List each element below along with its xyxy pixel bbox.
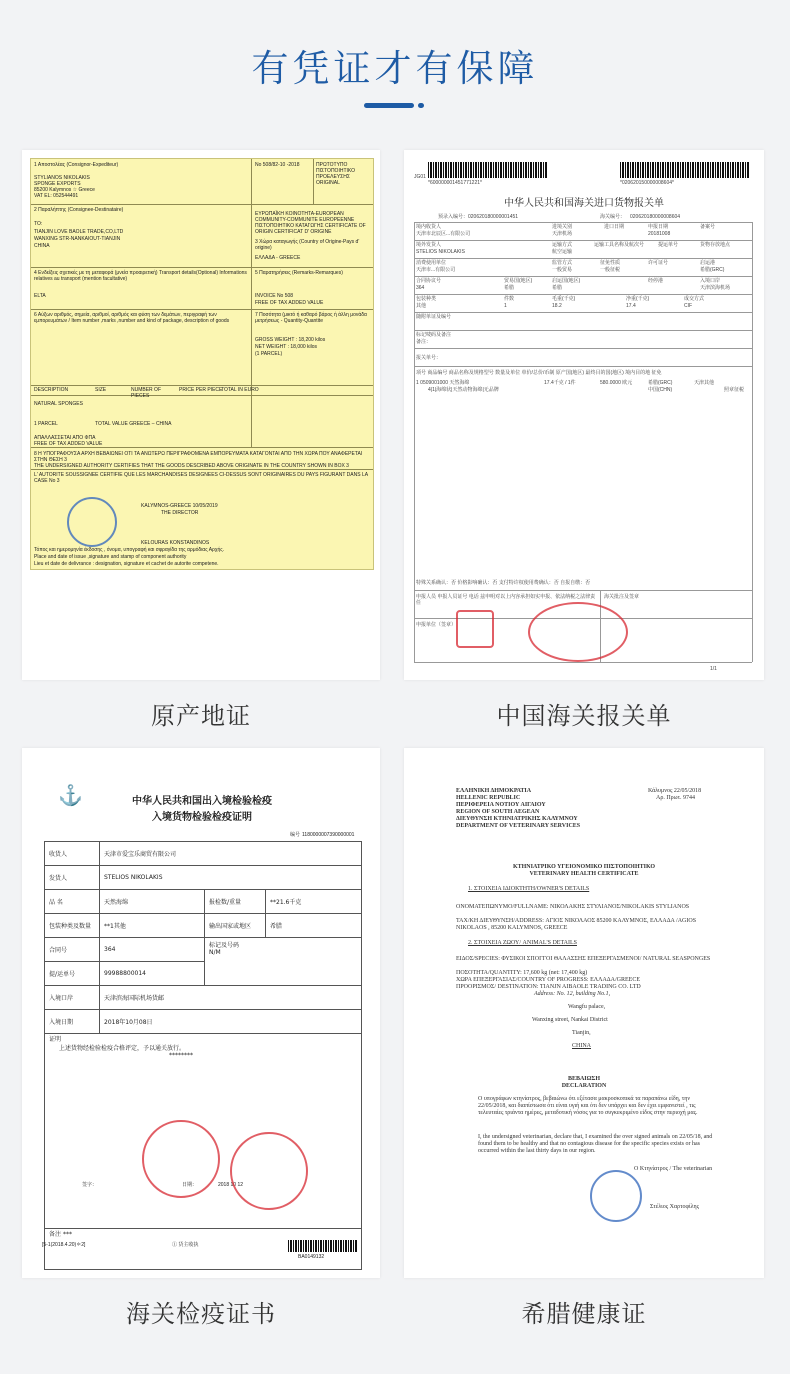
consignee-label: 2 Παραλήπτης (Consignee-Destinataire) <box>34 207 124 213</box>
customs-declaration-document <box>404 150 764 680</box>
row5-label-a: 包装种类 <box>416 296 437 302</box>
original-label: ΠΡΩΤΟΤΥΠΟ ΠΙΣΤΟΠΟΙΗΤΙΚΟ ΠΡΟΕΛΕΥΣΗΣ ORIGINAL <box>316 162 355 186</box>
authority-greek: 8 Η ΥΠΟΓΡΑΦΟΥΣΑ ΑΡΧΗ ΒΕΒΑΙΩΝΕΙ ΟΤΙ ΤΑ ΑΝΩΤΕΡΩ ΠΕΡΙΓΡΑΦΟΜΕΝΑ ΕΜΠΟΡΕΥΜΑΤΑ ΚΑΤΑΓΟΝΤΑΙ ΑΠΟ ΤΗΝ ΧΩΡΑ ΠΟΥ ΑΝΑΦΕΡΕΤΑΙ ΣΤΗΝ ΘΕΣΗ 3 <box>34 451 363 463</box>
dept-greek: ΔΙΕΥΘΥΝΣΗ ΚΤΗΝΙΑΤΡΙΚΗΣ ΚΑΛΥΜΝΟΥ <box>456 816 578 822</box>
row3-label-e: 启运港 <box>700 260 716 266</box>
remarks-label: 5 Παρατηρήσεις (Remarks-Remarques) <box>255 270 343 276</box>
row1-value-b: 天津机场 <box>552 231 573 237</box>
barcode-left <box>428 162 548 178</box>
declaration-english-title: DECLARATION <box>561 1083 607 1089</box>
consignee-to: TO: <box>34 221 43 227</box>
address-line-4: Tianjin, <box>572 1030 591 1036</box>
destination: ΠΡΟΟΡΙΣΜΟΣ/ DESTINATION: TIANJN AIBAOLE TRADING CO. LTD <box>456 984 641 990</box>
row6-label: 随附单证及编号 <box>416 314 452 320</box>
row2-value-a: STELIOS NIKOLAKIS <box>416 249 465 255</box>
row3-label-a: 消费使用单位 <box>416 260 447 266</box>
proof-text: 上述货物经检验检疫合格评定，予以通关放行。 <box>59 1045 186 1052</box>
transport-label: 4 Ενδείξεις σχετικές με τη μεταφορά (μνεία προαιρετική) Transport details(Optional) Informations relatives au transport (mention facultative) <box>34 270 247 282</box>
place-label-french: Lieu et date de delivrance : designation, signature et cachet de autorite competene. <box>34 561 219 567</box>
row2-label-d: 提运单号 <box>658 242 679 248</box>
address-line-2: Wangfu palace, <box>568 1004 606 1010</box>
contract-label: 合同号 <box>45 938 100 962</box>
item1-quantity: 17.4千克 / 1件 <box>544 380 576 386</box>
consignor-line2: SPONGE EXPORTS <box>34 181 81 187</box>
vat-exempt-greek: ΑΠΑΛΛΑΣΣΕΤΑΙ ΑΠΟ ΦΠΑ <box>34 435 96 441</box>
row4-label-e: 入境口岸 <box>700 278 721 284</box>
quantity-label: 7 Ποσότητα (μικτό ή καθαρό βάρος ή άλλη μονάδα μετρήσεως - Quantity-Quantite <box>255 312 367 324</box>
row4-value-a: 364 <box>416 285 425 291</box>
declaration-greek-text: Ο υπογράφων κτηνίατρος, βεβαιώνω ότι εξέτασα μακροσκοπικά τα παραπάνω είδη, την 22/05/2018, και διαπίστωσα ότι είναι υγιή και ότι δεν υπάρχει και δεν έχει εμφανιστεί , τις τελευταίες τριάντα ημέρες, μεταδοτική νόσος για το συγκεκριμένο είδος στην περιοχή μας. <box>478 1096 698 1116</box>
company-red-seal <box>142 1120 220 1198</box>
row5-label-d: 净重(千克) <box>626 296 650 302</box>
gov-english: HELLENIC REPUBLIC <box>456 795 521 801</box>
mark-value: N/M <box>209 949 221 956</box>
entry-date-value: 2018年10月08日 <box>100 1010 362 1034</box>
cert-title-greek: ΚΤΗΝΙΑΤΡΙΚΟ ΥΓΕΙΟΝΟΜΙΚΟ ΠΙΣΤΟΠΟΙΗΤΙΚΟ <box>512 864 656 870</box>
consignor-name: STYLIANOS NIKOLAKIS <box>34 175 90 181</box>
row2-value-b: 航空运输 <box>552 249 573 255</box>
one-parcel: 1 PARCEL <box>34 421 58 427</box>
country-of-progress: ΧΩΡΑ ΕΠΕΞΕΡΓΑΣΙΑΣ/COUNTRY OF PROGRESS: ΕΛΛΑΔΑ/GREECE <box>456 977 640 983</box>
col-description: DESCRIPTION <box>34 387 69 393</box>
consignee-name: TIANJIN LOVE BAOLE TRADE,CO,LTD <box>34 229 124 235</box>
port-label: 入境口岸 <box>45 986 100 1010</box>
authority-english: THE UNDERSIGNED AUTHORITY CERTIFIES THAT THE GOODS DESCRIBED ABOVE ORIGINATE IN THE COUNTRY SHOWN IN BOX 3 <box>34 463 349 469</box>
row5-value-a: 其他 <box>416 303 427 309</box>
customs-stamp <box>528 602 628 662</box>
remarks-value: *** <box>62 1231 72 1238</box>
row5-label-c: 毛重(千克) <box>552 296 576 302</box>
region-english: REGION OF SOUTH AEGEAN <box>456 809 540 815</box>
quantity: ΠΟΣΟΤΗΤΑ/QUANTITY: 17,600 kg (net: 17,400 kg) <box>456 970 588 976</box>
row5-value-d: 17.4 <box>626 303 636 309</box>
footer-customs-notes: 海关批注及签章 <box>604 594 640 600</box>
quarantine-red-seal <box>230 1132 308 1210</box>
row1-label-e: 备案号 <box>700 224 716 230</box>
bill-label: 提/运单号 <box>45 962 100 986</box>
free-tax-note: FREE OF TAX ADDED VALUE <box>255 300 324 306</box>
row7-value: 备注： <box>416 339 432 345</box>
gov-greek: ΕΛΛΗΝΙΚΗ ΔΗΜΟΚΡΑΤΙΑ <box>456 788 532 794</box>
quarantine-table <box>44 841 362 1270</box>
quarantine-no: 1180000007390000001 <box>302 832 355 838</box>
receiver-label: 收货人 <box>45 842 100 866</box>
serial-number: BA0149132 <box>298 1254 325 1260</box>
species: ΕΙΔΟΣ/SPECIES: ΦΥΣΙΚΟΙ ΣΠΟΓΓΟΙ ΘΑΛΑΣΣΗΣ ΕΠΕΞΕΡΓΑΣΜΕΝΟΙ/ NATURAL SEASPONGES <box>456 956 711 962</box>
title-underline <box>364 103 414 108</box>
col-total: TOTAL IN EURO <box>221 387 259 393</box>
customs-no-label: 海关编号： <box>600 214 626 220</box>
address-line-5: CHINA <box>572 1043 591 1049</box>
row2-label-b: 运输方式 <box>552 242 573 248</box>
customs-number: 020620180000008604 <box>630 214 681 220</box>
issue-date-label: 日期： <box>182 1182 198 1188</box>
address-line-1: Address: No. 12, building No.1, <box>534 991 611 997</box>
place-label-greek: Τόπος και ημερομηνία έκδοσης , όνομα, υπογραφή και σφραγίδα της αρμόδιας Αρχής. <box>34 547 225 553</box>
row1-label-d: 申报日期 <box>648 224 669 230</box>
transport-value: ELTA <box>34 293 46 299</box>
preentry-number: 020620180000001451 <box>468 214 519 220</box>
contract-value: 364 <box>100 938 205 962</box>
row3-label-b: 监管方式 <box>552 260 573 266</box>
quarantine-certificate-document <box>22 748 380 1278</box>
total-value: TOTAL VALUE GREECE – CHINA <box>95 421 172 427</box>
row7-declaration: 报关单号： <box>416 355 442 361</box>
invoice-number: INVOICE No 508 <box>255 293 294 299</box>
row1-value-d: 20181008 <box>648 231 671 237</box>
footer-confirmations: 特殊关系确认：否 价格影响确认：否 支付特许权使用费确认：否 自报自缴：否 <box>416 580 591 586</box>
remarks-label: 备注 <box>49 1231 62 1238</box>
row5-value-c: 18.2 <box>552 303 562 309</box>
ec-certificate-title: ΕΥΡΩΠΑΪΚΗ ΚΟΙΝΟΤΗΤΑ-EUROPEAN COMMUNITY-COMMUNITE EUROPEENNE ΠΙΣΤΟΠΟΙΗΤΙΚΟ ΚΑΤΑΓΩΓΗΣ CERTIFICATE OF ORIGIN CERTIFICAT D' ORIGINE <box>255 211 366 235</box>
region-greek: ΠΕΡΙΦΕΡΕΙΑ ΝΟΤΙΟΥ ΑΙΓΑΙΟΥ <box>456 802 546 808</box>
receiver-value: 天津市爱宝乐商贸有限公司 <box>100 842 362 866</box>
row1-label-b: 进境关别 <box>552 224 573 230</box>
quarantine-certificate-card[interactable] <box>22 748 380 1278</box>
sign-label: 签字： <box>82 1182 98 1188</box>
sender-value: STELIOS NIKOLAKIS <box>100 866 362 890</box>
weight-label: 报检数/重量 <box>205 890 266 914</box>
items-label: 6 Αύξων αριθμός, σημεία, αριθμοί, αριθμός και φύση των δεμάτων, περιγραφή των εμπορευμάτων / Item number ,marks ,number and kind of package, description of goods <box>34 312 230 324</box>
issue-date: Κάλυμνος 22/05/2018 <box>648 788 702 794</box>
row4-value-e: 天津滨海机场 <box>700 285 731 291</box>
row2-label-c: 运输工具名称及航次号 <box>594 242 645 248</box>
veterinarian-label: Ο Κτηνίατρος / The veterinarian <box>634 1166 713 1172</box>
page-code: JG01 <box>414 174 426 180</box>
barcode-left-text: *600000001451771221* <box>428 180 482 186</box>
item1-tax: 照章征税 <box>724 387 745 393</box>
company-seal <box>456 610 494 648</box>
item1-destination: 中国(CHN) <box>648 387 673 393</box>
col-price: PRICE PER PIECE <box>179 387 223 393</box>
free-tax-note-2: FREE OF TAX ADDED VALUE <box>34 441 103 447</box>
col-size: SIZE <box>95 387 107 393</box>
quarantine-title-1: 中华人民共和国出入境检验检疫 <box>132 796 272 807</box>
row5-value-b: 1 <box>504 303 507 309</box>
customs-title: 中华人民共和国海关进口货物报关单 <box>504 198 664 209</box>
health-certificate-card[interactable] <box>404 748 764 1278</box>
net-weight: NET WEIGHT : 18,000 kilos <box>255 344 318 350</box>
row4-label-c: 启运国(地区) <box>552 278 581 284</box>
col-pieces: NUMBER OF PIECES <box>131 387 161 399</box>
dept-english: DEPARTMENT OF VETERINARY SERVICES <box>456 823 581 829</box>
owner-address: ΤΑΧ/ΚΗ ΔΙΕΥΘΥΝΣΗ/ADDRESS: ΑΓΙΟΣ ΝΙΚΟΛΑΟΣ 85200 ΚΑΛΥΜΝΟΣ, ΕΛΛΑΔΑ /AGIOS NIKOLAOS , 85200 KALYMNOS, GREECE <box>456 918 697 931</box>
row7-label: 标记唛码及备注 <box>416 332 452 338</box>
country-value: ΕΛΛΑΔΑ - GREECE <box>255 255 301 261</box>
origin-label: 输出国家或地区 <box>205 914 266 938</box>
row4-label-b: 贸易国(地区) <box>504 278 533 284</box>
footer-declarant: 申报人员 申报人员证号 电话 兹申明对以上内容承担如实申报、依法纳税之法律责任 <box>416 594 596 606</box>
customs-declaration-card[interactable] <box>404 150 764 680</box>
caption-customs-declaration: 中国海关报关单 <box>496 702 672 730</box>
certificate-number: No 508/82-10 -2018 <box>255 162 300 168</box>
row3-value-c: 一般征税 <box>600 267 621 273</box>
section-title: 有凭证才有保障 <box>251 47 539 90</box>
row3-value-a: 天津市...有限公司 <box>416 267 456 273</box>
quarantine-no-label: 编号 <box>290 832 301 838</box>
item1-origin: 希腊(GRC) <box>648 380 673 386</box>
veterinarian-name: Στέλιος Χαρτοφίλης <box>650 1204 699 1210</box>
place-label-english: Place and date of issue ,signature and stamp of component authority <box>34 554 187 560</box>
row4-value-b: 希腊 <box>504 285 515 291</box>
row4-label-a: 合同协议号 <box>416 278 442 284</box>
weight-value: **21.6千克 <box>266 890 362 914</box>
section-header <box>0 0 790 150</box>
row4-value-c: 希腊 <box>552 285 563 291</box>
title-underline-dot <box>418 103 424 108</box>
issue-date-value: 2018 10 12 <box>218 1182 244 1188</box>
receipt-copy: ① 货主收执 <box>172 1242 199 1248</box>
animal-section-title: 2. ΣΤΟΙΧΕΙΑ ΖΩΟΥ/ ANIMAL'S DETAILS <box>468 940 577 946</box>
proof-stars: ******** <box>169 1052 193 1059</box>
owner-name: ΟΝΟΜΑΤΕΠΩΝΥΜΟ/FULLNAME: ΝΙΚΟΛΑΚΗΣ ΣΤΥΛΙΑΝΟΣ/NIKOLAKIS STYLIANOS <box>456 904 690 910</box>
row1-label-c: 进口日期 <box>604 224 625 230</box>
country-label: 3 Χώρα καταγωγής (Country of Origine-Pays d' origine) <box>255 239 360 251</box>
consignor-vat: VAT EL: 052544491 <box>34 193 79 199</box>
package-value: **1其他 <box>100 914 205 938</box>
row2-label-e: 货物存放地点 <box>700 242 731 248</box>
address-line-3: Wanxing street, Nankai District <box>532 1017 608 1023</box>
barcode-right <box>620 162 750 178</box>
footer-company-seal: 申报单位（签章） <box>416 622 457 628</box>
item1-price: 580.0000 欧元 <box>600 380 633 386</box>
owner-section-title: 1. ΣΤΟΙΧΕΙΑ ΙΔΙΟΚΤΗΤΗ/OWNER'S DETAILS <box>468 886 590 892</box>
serial-barcode <box>288 1240 358 1252</box>
page-number: 1/1 <box>710 666 717 672</box>
row3-value-e: 希腊(GRC) <box>700 267 725 273</box>
row5-label-e: 成交方式 <box>684 296 705 302</box>
proof-label: 证明 <box>49 1036 62 1043</box>
product-label: 品 名 <box>45 890 100 914</box>
director-title: THE DIRECTOR <box>161 510 199 516</box>
entry-date-label: 入境日期 <box>45 1010 100 1034</box>
items-header: 项号 商品编号 商品名称及规格型号 数量及单位 单价/总价/币制 原产国(地区) 最终目的国(地区) 境内目的地 征免 <box>416 370 662 376</box>
origin-stamp <box>67 497 117 547</box>
natural-sponges: NATURAL SPONGES <box>34 401 83 407</box>
place-date: KALYMNOS-GREECE 10/05/2019 <box>141 503 218 509</box>
form-code: [5-1(2018.4.20)＊2] <box>42 1242 86 1248</box>
row1-value-a: 天津市北辰区...有限公司 <box>416 231 471 237</box>
ciq-logo-icon: ⚓ <box>58 785 83 807</box>
row3-label-d: 许可证号 <box>648 260 669 266</box>
declaration-english-text: I, the undersigned veterinarian, declare that, I examined the over signed animals on 22/05/18, and found them to be healthy and that no contagious disease for the specific species exists or has occurred within the last thirty days in our region. <box>478 1134 713 1154</box>
port-value: 天津滨海国际机场货邮 <box>100 986 362 1010</box>
gross-weight: GROSS WEIGHT : 18,200 kilos <box>255 337 326 343</box>
origin-certificate-card[interactable] <box>22 150 380 680</box>
row3-label-c: 征免性质 <box>600 260 621 266</box>
barcode-right-text: *020620150000008604* <box>620 180 674 186</box>
protocol-number: Αρ. Πρωτ. 9744 <box>656 795 696 801</box>
preentry-label: 预录入编号： <box>438 214 469 220</box>
origin-value: 希腊 <box>266 914 362 938</box>
item1-note: 4|1|海绵状|天然动物海绵|无品牌 <box>428 387 499 393</box>
item1-area: 天津其他 <box>694 380 715 386</box>
caption-quarantine-certificate: 海关检疫证书 <box>126 1300 276 1328</box>
row3-value-b: 一般贸易 <box>552 267 573 273</box>
consignee-line3: CHINA <box>34 243 50 249</box>
health-certificate-document <box>404 748 764 1278</box>
sender-label: 发货人 <box>45 866 100 890</box>
cert-title-english: VETERINARY HEALTH CERTIFICATE <box>529 871 639 877</box>
item1-code-name: 1 0509001000 天然海绵 <box>416 380 470 386</box>
caption-origin-certificate: 原产地证 <box>151 702 251 730</box>
caption-health-certificate: 希腊健康证 <box>521 1300 647 1328</box>
veterinary-blue-stamp <box>590 1170 642 1222</box>
row5-label-b: 件数 <box>504 296 515 302</box>
mark-label: 标记及号码 <box>209 942 240 949</box>
package-label: 包装种类及数量 <box>45 914 100 938</box>
product-value: 天然海绵 <box>100 890 205 914</box>
origin-certificate-document <box>30 158 374 570</box>
signer-name: KELOURAS KONSTANDINOS <box>141 540 210 546</box>
parcel-count: (1 PARCEL) <box>255 351 283 357</box>
declaration-greek-title: ΒΕΒΑΙΩΣΗ <box>567 1076 601 1082</box>
row1-label-a: 境内收货人 <box>416 224 442 230</box>
consignor-label: 1 Αποστολέας (Consignor-Expediteur) <box>34 162 119 168</box>
row4-label-d: 经停港 <box>648 278 664 284</box>
bill-value: 99988800014 <box>100 962 205 986</box>
consignor-line3: 85200 Kalymnos ☆ Greece <box>34 187 95 193</box>
row2-label-a: 境外发货人 <box>416 242 442 248</box>
quarantine-title-2: 入境货物检验检疫证明 <box>152 812 252 823</box>
authority-french: L' AUTORITE SOUSSIGNEE CERTIFIE QUE LES MARCHANDISES DESIGNEES CI-DESSUS SONT ORIGINAIRES DU PAYS FIGURANT DANS LA CASE No 3 <box>34 472 368 484</box>
row5-value-e: CIF <box>684 303 693 309</box>
consignee-line2: WANXING STR-NANKAIOUT-TIANJIN <box>34 236 121 242</box>
